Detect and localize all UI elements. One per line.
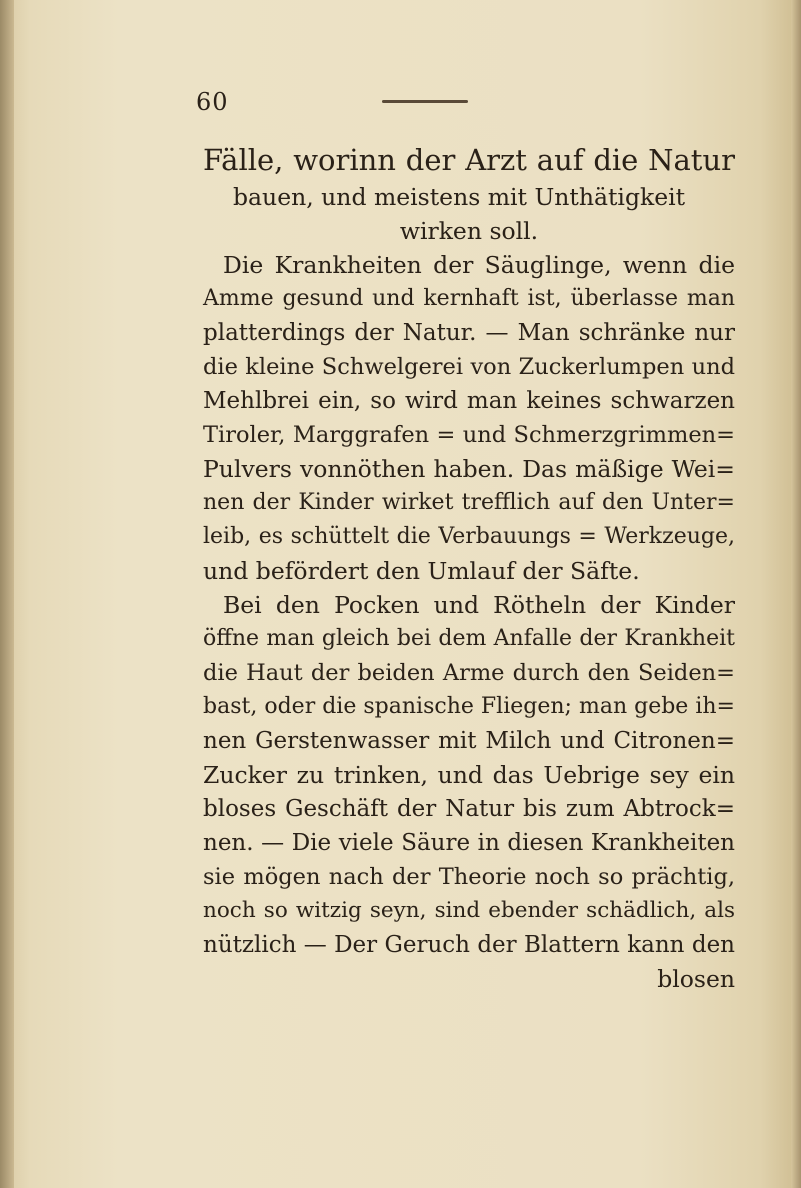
text-line: Pulvers vonnöthen haben. Das mäßige Wei= — [203, 455, 735, 483]
text-line: bast, oder die spanische Fliegen; man gebe ih= — [203, 694, 735, 719]
header-rule — [382, 100, 468, 103]
text-line: Die Krankheiten der Säuglinge, wenn die — [223, 251, 735, 279]
heading-line: Fälle, worinn der Arzt auf die Natur — [203, 143, 735, 177]
text-line: nen. — Die viele Säure in diesen Krankheiten — [203, 830, 735, 856]
text-line: die Haut der beiden Arme durch den Seiden= — [203, 660, 735, 686]
text-line: öffne man gleich bei dem Anfalle der Krankheit — [203, 626, 735, 651]
text-line: noch so witzig seyn, sind ebender schädlich, als — [203, 898, 735, 923]
page-outer-edge — [791, 0, 801, 1188]
text-line: platterdings der Natur. — Man schränke nur — [203, 320, 735, 346]
text-line: Amme gesund und kernhaft ist, überlasse man — [203, 286, 735, 311]
text-line: bloses Geschäft der Natur bis zum Abtrock= — [203, 796, 735, 822]
text-line: nen Gerstenwasser mit Milch und Citronen= — [203, 728, 735, 754]
text-line: sie mögen nach der Theorie noch so prächtig, — [203, 864, 735, 890]
text-line: Mehlbrei ein, so wird man keines schwarzen — [203, 388, 735, 414]
page-binding-edge — [0, 0, 14, 1188]
heading-line: bauen, und meistens mit Unthätigkeit — [233, 183, 686, 211]
text-line: Zucker zu trinken, und das Uebrige sey ein — [203, 761, 735, 789]
heading-line: wirken soll. — [399, 217, 539, 245]
body-text — [203, 140, 735, 996]
text-line: nützlich — Der Geruch der Blattern kann den — [203, 932, 735, 958]
text-line: und befördert den Umlauf der Säfte. — [203, 557, 640, 585]
text-line: Bei den Pocken und Rötheln der Kinder — [223, 591, 735, 619]
page-number: 60 — [196, 88, 229, 116]
text-line: nen der Kinder wirket trefflich auf den Unter= — [203, 490, 735, 515]
text-line: leib, es schüttelt die Verbauungs = Werkzeuge, — [203, 524, 735, 549]
text-line: Tiroler, Marggrafen = und Schmerzgrimmen= — [203, 422, 735, 448]
text-line: die kleine Schwelgerei von Zuckerlumpen und — [203, 354, 735, 380]
catchword: blosen — [657, 965, 735, 993]
